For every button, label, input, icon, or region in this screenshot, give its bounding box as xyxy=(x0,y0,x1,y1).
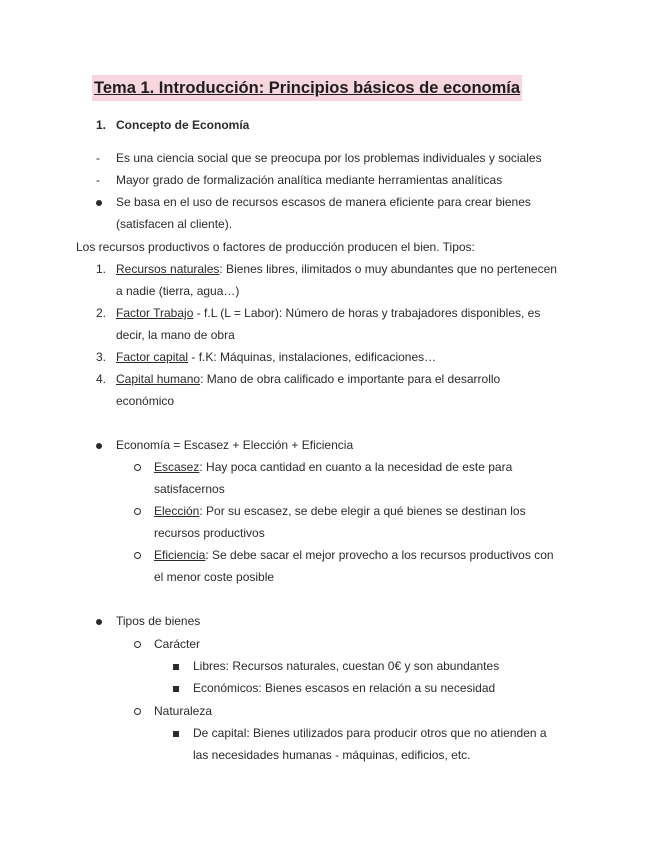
list-item: Libres: Recursos naturales, cuestan 0€ y son abundantes xyxy=(193,659,500,673)
section-heading: Concepto de Economía xyxy=(116,118,250,132)
list-item-continuation: recursos productivos xyxy=(154,526,265,540)
list-number: 4. xyxy=(96,372,107,386)
circle-bullet-icon xyxy=(134,544,141,566)
list-number: 3. xyxy=(96,350,107,364)
list-item-continuation: satisfacernos xyxy=(154,482,225,496)
list-item-continuation: (satisfacen al cliente). xyxy=(116,217,233,231)
list-item-continuation: económico xyxy=(116,394,175,408)
list-item: Es una ciencia social que se preocupa por los problemas individuales y sociales xyxy=(116,151,542,165)
square-bullet-icon xyxy=(173,722,179,744)
section-number: 1. xyxy=(96,118,107,132)
list-item-continuation: decir, la mano de obra xyxy=(116,328,235,342)
list-item-continuation: el menor coste posible xyxy=(154,570,275,584)
list-item: Mayor grado de formalización analítica mediante herramientas analíticas xyxy=(116,173,503,187)
list-item xyxy=(154,500,526,522)
bullet-icon xyxy=(96,191,102,213)
circle-bullet-icon xyxy=(134,700,141,722)
term: Factor Trabajo xyxy=(116,306,194,320)
term: Recursos naturales xyxy=(116,262,220,276)
dash-marker: - xyxy=(96,151,100,165)
list-item: Económicos: Bienes escasos en relación a su necesidad xyxy=(193,681,496,695)
paragraph: Los recursos productivos o factores de producción producen el bien. Tipos: xyxy=(76,240,475,254)
sublist-heading: Naturaleza xyxy=(154,704,213,718)
definition: - f.L (L = Labor): Número de horas y trabajadores disponibles, es xyxy=(193,306,541,320)
term: Eficiencia xyxy=(154,548,206,562)
list-heading: Tipos de bienes xyxy=(116,614,201,628)
bullet-icon xyxy=(96,610,102,632)
list-item-continuation: a nadie (tierra, agua…) xyxy=(116,284,240,298)
list-item xyxy=(116,258,557,280)
list-item xyxy=(116,346,436,368)
term: Factor capital xyxy=(116,350,189,364)
dash-marker: - xyxy=(96,173,100,187)
list-number: 1. xyxy=(96,262,107,276)
bullet-icon xyxy=(96,434,102,456)
formula: Economía = Escasez + Elección + Eficiencia xyxy=(116,438,354,452)
list-item xyxy=(154,456,512,478)
definition: : Por su escasez, se debe elegir a qué bienes se destinan los xyxy=(199,504,526,518)
term: Capital humano xyxy=(116,372,201,386)
definition: : Se debe sacar el mejor provecho a los recursos productivos con xyxy=(205,548,554,562)
list-item xyxy=(116,368,500,390)
sublist-heading: Carácter xyxy=(154,637,201,651)
definition: : Bienes libres, ilimitados o muy abundantes que no pertenecen xyxy=(219,262,557,276)
definition: : Hay poca cantidad en cuanto a la necesidad de este para xyxy=(199,460,513,474)
list-item-continuation: las necesidades humanas - máquinas, edificios, etc. xyxy=(193,748,471,762)
term: Elección xyxy=(154,504,200,518)
term: Escasez xyxy=(154,460,200,474)
page-title: Tema 1. Introducción: Principios básicos de economía xyxy=(92,75,522,101)
list-number: 2. xyxy=(96,306,107,320)
list-item: Se basa en el uso de recursos escasos de manera eficiente para crear bienes xyxy=(116,195,531,209)
list-item xyxy=(154,544,554,566)
square-bullet-icon xyxy=(173,655,179,677)
square-bullet-icon xyxy=(173,677,179,699)
definition: - f.K: Máquinas, instalaciones, edificaciones… xyxy=(188,350,437,364)
definition: : Mano de obra calificado e importante para el desarrollo xyxy=(200,372,501,386)
circle-bullet-icon xyxy=(134,456,141,478)
circle-bullet-icon xyxy=(134,500,141,522)
list-item: De capital: Bienes utilizados para producir otros que no atienden a xyxy=(193,726,547,740)
circle-bullet-icon xyxy=(134,633,141,655)
list-item xyxy=(116,302,540,324)
